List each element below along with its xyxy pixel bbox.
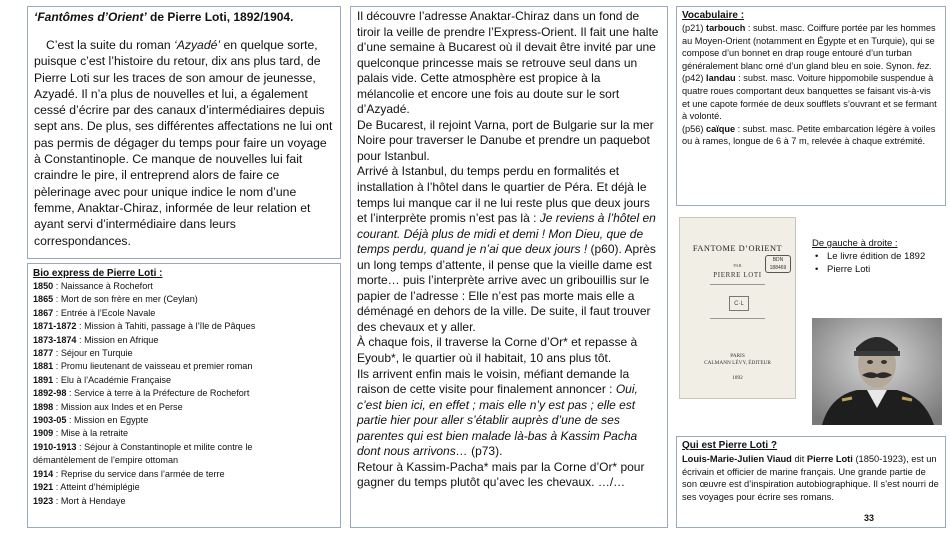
bio-year: 1921 <box>33 482 54 493</box>
vocab-word: landau <box>706 73 736 84</box>
bio-title-text: Bio express de Pierre Loti <box>33 268 157 279</box>
image-caption <box>812 238 946 276</box>
bio-event: : Mise à la retraite <box>53 428 129 439</box>
vocabulary-entry <box>682 22 940 72</box>
caption-item: • Le livre édition de 1892 <box>812 251 946 264</box>
vocabulary-title-text: Vocabulaire <box>682 10 738 21</box>
caption-title: De gauche à droite : <box>812 238 898 249</box>
bio-year: 1865 <box>33 294 54 305</box>
bio-year: 1877 <box>33 348 54 359</box>
intro-paragraph <box>34 37 334 249</box>
bio-event: : Promu lieutenant de vaisseau et premier roman <box>53 361 253 372</box>
narrative-paragraph-5 <box>357 367 661 460</box>
bio-year: 1891 <box>33 374 54 385</box>
bio-year: 1867 <box>33 307 54 318</box>
narrative-quote: Oui, c’est bien ici, en effet ; mais elle n’y est pas ; elle est partie hier pour aller s’établir auprès d’une de ses parentes qui est bien malade là-bas à Kassim Pacha dont nous arrivons… <box>357 382 638 459</box>
vocab-page-ref: (p21) <box>682 23 707 33</box>
bio-event: : Atteint d’hémiplégie <box>53 482 140 493</box>
vocabulary-entry <box>682 123 940 148</box>
bio-item <box>33 414 335 427</box>
bio-event: : Reprise du service dans l’armée de terre <box>53 468 225 479</box>
bio-item <box>33 360 335 373</box>
bio-year: 1873-1874 <box>33 334 77 345</box>
narrative-body <box>357 9 661 491</box>
vocabulary-panel <box>676 6 946 206</box>
library-stamp: BDN 188469 <box>765 255 791 273</box>
intro-text-italic: ‘Azyadé’ <box>174 38 221 52</box>
vocabulary-title <box>682 9 940 22</box>
narrative-paragraph-3 <box>357 164 661 335</box>
vocab-synonym: fez. <box>916 60 932 71</box>
book-publisher-city: PARIS <box>730 353 745 359</box>
narrative-paragraph-4: À chaque fois, il traverse la Corne d’Or* et repasse à Eyoub*, le quartier où il habitait, 10 ans plus tôt. <box>357 335 638 366</box>
about-loti-title: Qui est Pierre Loti ? <box>682 440 778 451</box>
vocabulary-list <box>682 22 940 148</box>
bio-year: 1898 <box>33 401 54 412</box>
bio-list <box>33 280 335 508</box>
bio-item <box>33 280 335 293</box>
book-cover-image <box>679 217 796 399</box>
book-publisher-name: CALMANN LÉVY, ÉDITEUR <box>704 360 771 366</box>
narrative-text: (p73). <box>467 444 503 459</box>
caption-list <box>812 251 946 276</box>
vocab-word: caïque <box>706 123 736 134</box>
intro-text-a: C’est la suite du roman <box>46 38 175 52</box>
bio-year: 1903-05 <box>33 415 67 426</box>
bio-event: : Naissance à Rochefort <box>53 281 153 291</box>
bio-title <box>33 267 335 280</box>
bio-item <box>33 401 335 414</box>
bio-item <box>33 320 335 333</box>
bio-event: : Entrée à l’Ecole Navale <box>53 307 156 318</box>
bio-title-suffix: : <box>156 268 163 279</box>
narrative-text: Arrivé à Istanbul, du temps perdu en formalités et installation à l’hôtel dans le quartier de Péra. Et déjà le temps lui manque car il ne lui reste plus que deux jours et l’interprète promis n’est pas là : <box>357 164 650 226</box>
book-cover-author: PIERRE LOTI <box>713 271 762 279</box>
bio-item <box>33 481 335 494</box>
bio-event: démantèlement de l’empire ottoman <box>33 455 179 466</box>
bio-year: 1871-1872 <box>33 321 77 332</box>
vocabulary-entry <box>682 72 940 122</box>
book-cover-title: FANTOME D’ORIENT <box>692 244 783 253</box>
bio-event: : Mission en Egypte <box>66 415 149 426</box>
bio-item <box>33 293 335 306</box>
bio-year: 1914 <box>33 468 54 479</box>
bio-item <box>33 387 335 400</box>
narrative-paragraph-2: De Bucarest, il rejoint Varna, port de Bulgarie sur la mer Noire pour traverser le Danube et prendre un paquebot pour Istanbul. <box>357 117 654 163</box>
about-loti-text: (1850-1923), est un écrivain et officier de marine français. Une grande partie de son œuvre est d’inspiration autobiographique. Il s’est nourri de ses voyages pour écrire ses romans. <box>682 454 939 502</box>
book-year: 1892 <box>732 375 743 381</box>
vocab-page-ref: (p42) <box>682 73 707 84</box>
bio-item <box>33 374 335 387</box>
book-cover-by: PAR <box>733 263 742 268</box>
bio-year: 1892-98 <box>33 388 67 399</box>
book-cover-publisher <box>680 353 795 382</box>
bio-event: : Mission aux Indes et en Perse <box>53 401 183 412</box>
bio-event: : Séjour en Turquie <box>53 348 133 359</box>
bio-item <box>33 347 335 360</box>
bio-item <box>33 441 335 454</box>
bio-event: : Elu à l’Académie Française <box>53 374 172 385</box>
about-loti-text: dit <box>791 454 807 464</box>
narrative-paragraph-6: Retour à Kassim-Pacha* mais par la Corne d’Or* pour gagner du temps plutôt qu’avec les chevaux. …/… <box>357 459 645 490</box>
intro-text-b: en quelque sorte, puisque c’est l’histoire du retour, dix ans plus tard, de Pierre Loti sur les traces de son amour de jeunesse, Azyadé. Il n’a plus de nouvelles et lui, a également cessé d’écrire par des canaux d’intermédiaires depuis sept ans. De plus, ses différentes affectations ne lui ont pas permis de dégager du temps pour faire un voyage à Constantinople. Ce manque de nouvelles lui fait craindre le pire, il entreprend alors de faire ce pèlerinage avec pour unique indice le nom d’une femme, Anaktar-Chiraz, informée de leur relation et ayant servi d’intermédiaire dans leurs correspondances. <box>34 38 333 248</box>
about-loti-body <box>682 453 940 503</box>
vocab-page-ref: (p56) <box>682 123 707 134</box>
book-title-italic: ‘Fantômes d’Orient’ <box>34 10 147 24</box>
portrait-photo <box>812 318 942 425</box>
pen-name: Pierre Loti <box>806 454 853 464</box>
narrative-text: (p60). Après un long temps d’attente, il pense que la vieille dame est morte… puis l’interprète arrive avec un gribouillis sur le papier de l’adresse : Elle n’est pas morte mais elle a déménagé en dehors de la ville. De suite, il faut trouver des chevaux et y aller. <box>357 242 656 334</box>
bio-event: : Mission à Tahiti, passage à l’île de Pâques <box>76 321 256 332</box>
bio-year: 1909 <box>33 428 54 439</box>
bio-event: : Mission en Afrique <box>76 334 159 345</box>
bio-year: 1850 <box>33 281 54 291</box>
bio-panel <box>27 263 341 528</box>
book-rule <box>710 284 765 285</box>
bio-event: : Séjour à Constantinople et milite contre le <box>76 441 253 452</box>
vocab-definition: : subst. masc. Coiffure portée par les hommes au Moyen-Orient (notamment en Égypte et en Turquie), qui se compose d’un bonnet en drap rouge entouré d’un turban généralement blanc orné d’un gland bleu en soie. Synon. <box>682 23 936 71</box>
intro-title-rest: de Pierre Loti, 1892/1904. <box>146 10 294 24</box>
bio-event: : Service à terre à la Préfecture de Rochefort <box>66 388 250 399</box>
bio-item <box>33 454 335 467</box>
narrative-text: Ils arrivent enfin mais le voisin, méfiant demande la raison de cette visite pour finalement annoncer : <box>357 366 630 397</box>
pierre-loti-portrait <box>812 318 942 425</box>
narrative-paragraph-1: Il découvre l’adresse Anaktar-Chiraz dans un fond de tiroir la veille de prendre l’Express-Orient. Il fait une halte d’une semaine à Bucarest où il devait être invité par une quelconque princesse mais se retrouve seul dans un palais vide. Cette atmosphère est propice à la mélancolie et encore une fois au doute sur le sort d’Azyadé. <box>357 9 659 117</box>
real-name: Louis-Marie-Julien Viaud <box>682 454 792 464</box>
intro-panel <box>27 6 341 259</box>
bio-year: 1881 <box>33 361 54 372</box>
bio-year: 1923 <box>33 495 54 506</box>
publisher-logo: C·L <box>729 296 749 311</box>
vocab-definition: : subst. masc. Voiture hippomobile suspendue à quatre roues comportant deux banquettes se faisant vis-à-vis et une capote formée de deux soufflets s’ouvrant et se fermant à volonté. <box>682 73 937 122</box>
narrative-quote: Je reviens à l’hôtel en courant. Déjà plus de midi et demi ! Mon Dieu, que de temps perdu, quand je n’ai que deux jours ! <box>357 211 656 257</box>
bio-item <box>33 495 335 508</box>
bio-event: : Mort à Hendaye <box>53 495 126 506</box>
bio-event: : Mort de son frère en mer (Ceylan) <box>53 294 198 305</box>
caption-item: • Pierre Loti <box>812 264 946 277</box>
bio-item <box>33 307 335 320</box>
bio-year: 1910-1913 <box>33 441 77 452</box>
bio-item <box>33 427 335 440</box>
vocab-word: tarbouch <box>706 23 746 33</box>
bio-item <box>33 468 335 481</box>
vocabulary-title-suffix: : <box>737 10 745 21</box>
narrative-panel <box>350 6 668 528</box>
intro-title <box>34 9 334 25</box>
vocab-definition: : subst. masc. Petite embarcation légère à voiles ou à rames, longue de 6 à 7 m, relevée à chaque extrémité. <box>682 123 936 147</box>
intro-body <box>34 37 334 249</box>
bio-item <box>33 334 335 347</box>
page-number: 33 <box>864 513 875 523</box>
about-loti-panel <box>676 436 946 528</box>
book-rule <box>710 318 765 319</box>
